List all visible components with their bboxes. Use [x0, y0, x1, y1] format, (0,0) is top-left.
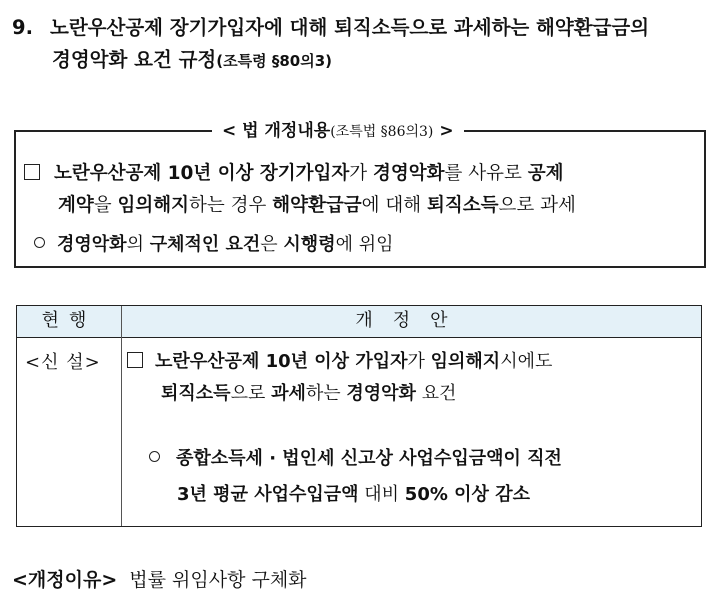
- summary-text: 임의해지: [117, 195, 189, 216]
- section-heading: [12, 12, 717, 77]
- heading-line-2: [12, 44, 717, 77]
- summary-text: 은: [260, 234, 284, 255]
- proposal-text: 임의해지: [430, 351, 501, 372]
- summary-text: 의: [126, 234, 150, 255]
- proposal-text: 가: [407, 351, 431, 372]
- summary-text: 에 대해: [361, 195, 427, 216]
- proposal-text: 3년 평균 사업수입금액: [177, 484, 359, 505]
- summary-text: 시행령: [283, 234, 336, 255]
- summary-title-close: >: [433, 121, 454, 141]
- summary-title-text: < 법 개정내용: [222, 121, 331, 141]
- reason-label: <개정이유>: [12, 569, 118, 591]
- proposal-text: 퇴직소득: [161, 383, 231, 404]
- summary-text: 공제: [527, 163, 564, 184]
- summary-paragraph-1: [24, 158, 576, 222]
- table-header-row: [17, 306, 701, 338]
- heading-text-2: 경영악화 요건 규정: [52, 48, 217, 71]
- summary-text: 퇴직소득: [426, 195, 499, 216]
- summary-text: 경영악화: [373, 163, 445, 184]
- summary-text: 계약: [58, 195, 94, 216]
- heading-line-1: [12, 12, 717, 44]
- proposal-text: 경영악화: [346, 383, 416, 404]
- column-divider: [121, 306, 122, 526]
- proposal-text: 요건: [415, 383, 457, 404]
- proposal-text: 50% 이상 감소: [404, 484, 530, 505]
- heading-text-1: 노란우산공제 장기가입자에 대해 퇴직소득으로 과세하는 해약환급금의: [50, 16, 650, 39]
- square-bullet-icon: [127, 352, 143, 368]
- summary-text: 으로 과세: [498, 195, 576, 216]
- proposal-text: 시에도: [500, 351, 553, 372]
- proposal-text: 종합소득세 · 법인세 신고상 사업수입금액이 직전: [176, 448, 562, 469]
- heading-reference: (조특령 §80의3): [216, 52, 332, 70]
- summary-text: 경영악화: [57, 234, 127, 255]
- summary-text: 해약환급금: [272, 195, 362, 216]
- header-proposal: 개정안: [355, 310, 468, 331]
- proposal-paragraph-1: [127, 346, 552, 410]
- summary-text: 에 위임: [335, 234, 394, 255]
- amendment-reason: [12, 565, 307, 592]
- proposal-text: 과세: [271, 383, 306, 404]
- summary-title: [212, 118, 464, 145]
- summary-text: 를 사유로: [444, 163, 528, 184]
- summary-text: 을: [93, 195, 118, 216]
- proposal-paragraph-2: [127, 441, 562, 513]
- summary-title-reference: (조특법 §86의3): [330, 124, 434, 140]
- current-cell-new-provision: <신 설>: [25, 352, 101, 373]
- proposal-text: 하는: [305, 383, 347, 404]
- comparison-table: [16, 305, 702, 527]
- header-current: 현행: [41, 310, 97, 331]
- reason-text: 법률 위임사항 구체화: [129, 569, 307, 591]
- law-amendment-summary-box: [14, 121, 706, 268]
- circle-bullet-icon: [34, 237, 45, 248]
- square-bullet-icon: [24, 164, 40, 180]
- summary-paragraph-2: [24, 230, 393, 260]
- proposal-text: 노란우산공제 10년 이상 가입자: [155, 351, 408, 372]
- section-number: 9.: [12, 16, 33, 39]
- circle-bullet-icon: [149, 451, 160, 462]
- summary-text: 구체적인 요건: [149, 234, 261, 255]
- summary-text: 하는 경우: [189, 195, 273, 216]
- proposal-text: 대비: [358, 484, 405, 505]
- proposal-text: 으로: [230, 383, 272, 404]
- summary-text: 가: [349, 163, 374, 184]
- summary-text: 노란우산공제 10년 이상 장기가입자: [54, 163, 350, 184]
